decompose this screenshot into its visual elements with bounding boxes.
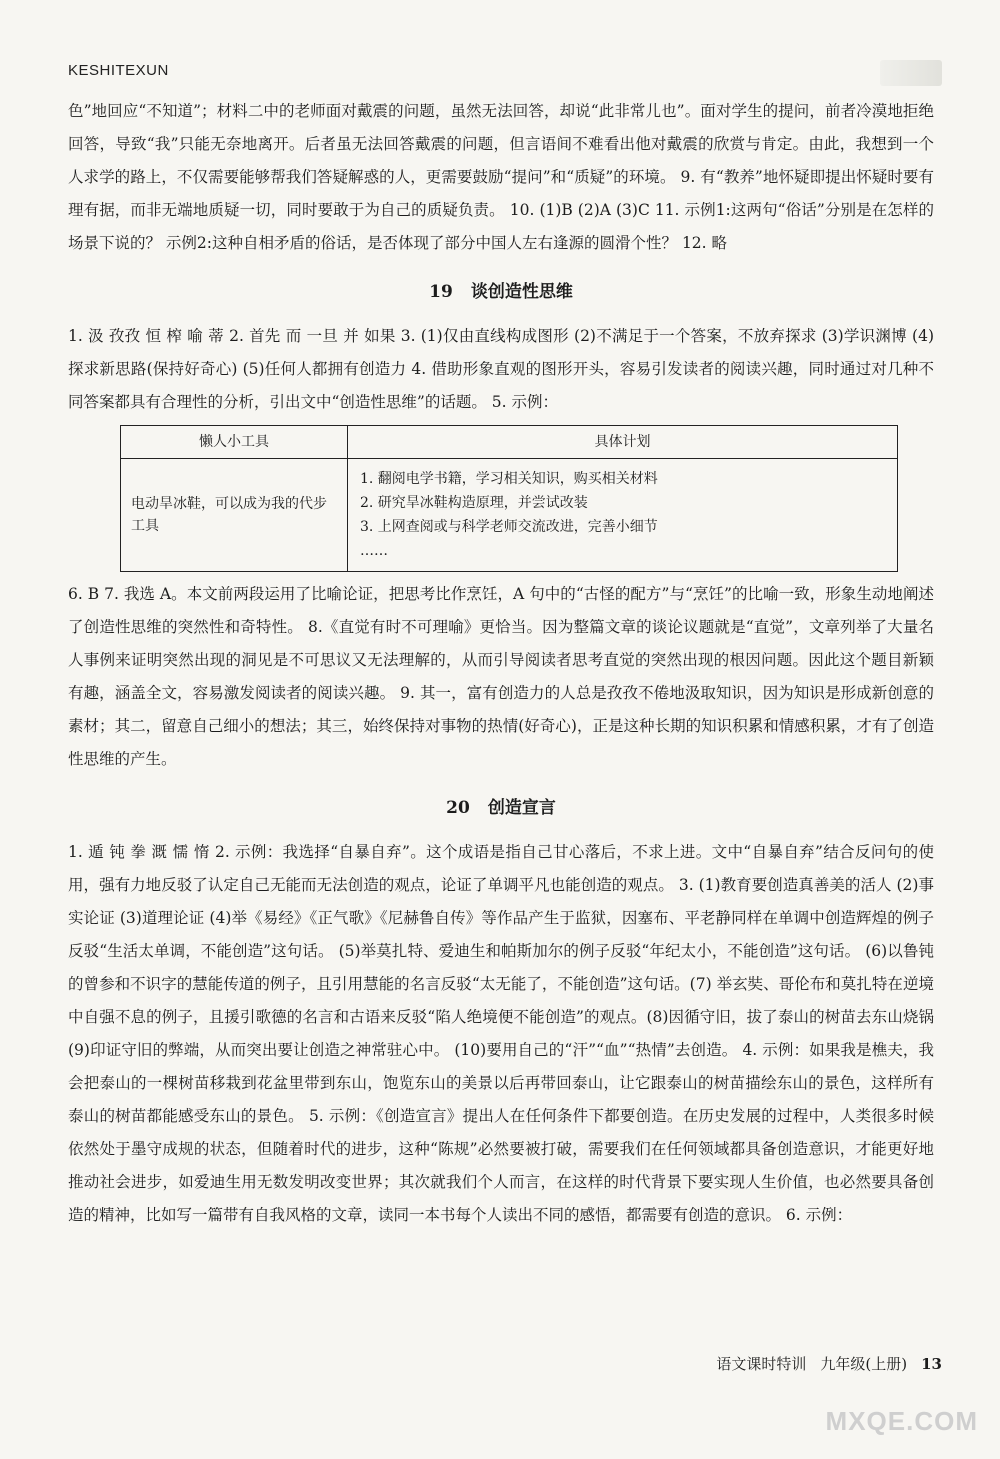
section-20-para: 1. 遁 钝 拳 溉 懦 惰 2. 示例：我选择“自暴自弃”。这个成语是指自己甘心落后，不求上进。文中“自暴自弃”结合反问句的使用，强有力地反驳了认定自己无能而无法创造的观点，论证了单调平凡也能创造的观点。 3. (1)教育要创造真善美的活人 (2)事实论证 (3)道理论证 (4)举《易经》《正气歌》《尼赫鲁自传》等作品产生于监狱，因塞布、平老静同样在单调中创造辉煌的例子反驳“生活太单调，不能创造”这句话。 (5)举莫扎特、爱迪生和帕斯加尔的例子反驳“年纪太小，不能创造”这句话。 (6)以鲁钝的曾参和不识字的慧能传道的例子，且引用慧能的名言反驳“太无能了，不能创造”这句话。(7) 举玄奘、哥伦布和莫扎特在逆境中自强不息的例子，且援引歌德的名言和古语来反驳“陷人绝境便不能创造”的观点。(8)因循守旧，拔了泰山的树苗去东山烧锅 (9)印证守旧的弊端，从而突出要让创造之神常驻心中。 (10)要用自己的“汗”“血”“热情”去创造。 4. 示例：如果我是樵夫，我会把泰山的一棵树苗移栽到花盆里带到东山，饱览东山的美景以后再带回泰山，让它跟泰山的树苗描绘东山的景色，这样所有泰山的树苗都能感受东山的景色。 5. 示例：《创造宣言》提出人在任何条件下都要创造。在历史发展的过程中，人类很多时候依然处于墨守成规的状态，但随着时代的进步，这种“陈规”必然要被打破，需要我们在任何领域都具备创造意识，才能更好地推动社会进步，如爱迪生用无数发明改变世界；其次就我们个人而言，在这样的时代背景下要实现人生价值，也必然要具备创造的精神，比如写一篇带有自我风格的文章，读同一本书每个人读出不同的感悟，都需要有创造的意识。 6. 示例： xyxy=(68,843,934,1224)
section-19-number: 19 xyxy=(429,282,453,302)
section-19-para-2: 6. B 7. 我选 A。本文前两段运用了比喻论证，把思考比作烹饪，A 句中的“古怪的配方”与“烹饪”的比喻一致，形象生动地阐述了创造性思维的突然性和奇特性。 8.《直觉有时不可理喻》更恰当。因为整篇文章的谈论议题就是“直觉”，文章列举了大量名人事例来证明突然出现的洞见是不可思议又无法理解的，从而引导阅读者思考直觉的突然出现的根因问题。因此这个题目新颖有趣，涵盖全文，容易激发阅读者的阅读兴趣。 9. 其一，富有创造力的人总是孜孜不倦地汲取知识，因为知识是形成新创意的素材；其二，留意自己细小的想法；其三，始终保持对事物的热情(好奇心)，正是这种长期的知识积累和情感积累，才有了创造性思维的产生。 xyxy=(68,585,934,768)
section-20-number: 20 xyxy=(446,798,470,818)
footer-book-title: 语文课时特训 xyxy=(716,1355,807,1373)
plan-item: 2. 研究旱冰鞋构造原理，并尝试改装 xyxy=(360,495,588,511)
plan-table-header-row xyxy=(121,426,898,459)
watermark: MXQE.COM xyxy=(825,1406,978,1436)
section-19-heading: 谈创造性思维 xyxy=(470,282,573,302)
plan-table-header-plan: 具体计划 xyxy=(348,426,898,459)
section-20-heading: 创造宣言 xyxy=(487,798,556,818)
plan-table xyxy=(120,425,898,572)
page-content xyxy=(68,95,934,1232)
plan-table-header-tool: 懒人小工具 xyxy=(121,426,348,459)
plan-item: 1. 翻阅电学书籍，学习相关知识，购买相关材料 xyxy=(360,471,658,487)
plan-table-tool-cell: 电动旱冰鞋，可以成为我的代步工具 xyxy=(121,459,348,572)
footer-grade: 九年级(上册) xyxy=(820,1355,908,1373)
plan-table-row xyxy=(121,459,898,572)
page-footer xyxy=(716,1353,942,1374)
section-19-title xyxy=(68,280,934,304)
section-19-para-1: 1. 汲 孜孜 恒 榨 喻 蒂 2. 首先 而 一旦 并 如果 3. (1)仅由直线构成图形 (2)不满足于一个答案，不放弃探求 (3)学识渊博 (4)探求新思路(保持好奇心) (5)任何人都拥有创造力 4. 借助形象直观的图形开头，容易引发读者的阅读兴趣，同时通过对几种不同答案都具有合理性的分析，引出文中“创造性思维”的话题。 5. 示例： xyxy=(68,327,934,411)
plan-item: …… xyxy=(360,543,388,559)
section-20-title xyxy=(68,796,934,820)
corner-decoration xyxy=(880,60,942,86)
plan-item: 3. 上网查阅或与科学老师交流改进，完善小细节 xyxy=(360,519,658,535)
plan-table-plan-cell xyxy=(348,459,898,572)
intro-paragraph: 色”地回应“不知道”；材料二中的老师面对戴震的问题，虽然无法回答，却说“此非常儿也”。面对学生的提问，前者冷漠地拒绝回答，导致“我”只能无奈地离开。后者虽无法回答戴震的问题，但言语间不难看出他对戴震的欣赏与肯定。由此，我想到一个人求学的路上，不仅需要能够帮我们答疑解惑的人，更需要鼓励“提问”和“质疑”的环境。 9. 有“教养”地怀疑即提出怀疑时要有理有据，而非无端地质疑一切，同时要敢于为自己的质疑负责。 10. (1)B (2)A (3)C 11. 示例1:这两句“俗话”分别是在怎样的场景下说的？ 示例2:这种自相矛盾的俗话，是否体现了部分中国人左右逢源的圆滑个性？ 12. 略 xyxy=(68,102,934,252)
header-brand: KESHITEXUN xyxy=(68,62,169,79)
page-number: 13 xyxy=(921,1354,942,1373)
